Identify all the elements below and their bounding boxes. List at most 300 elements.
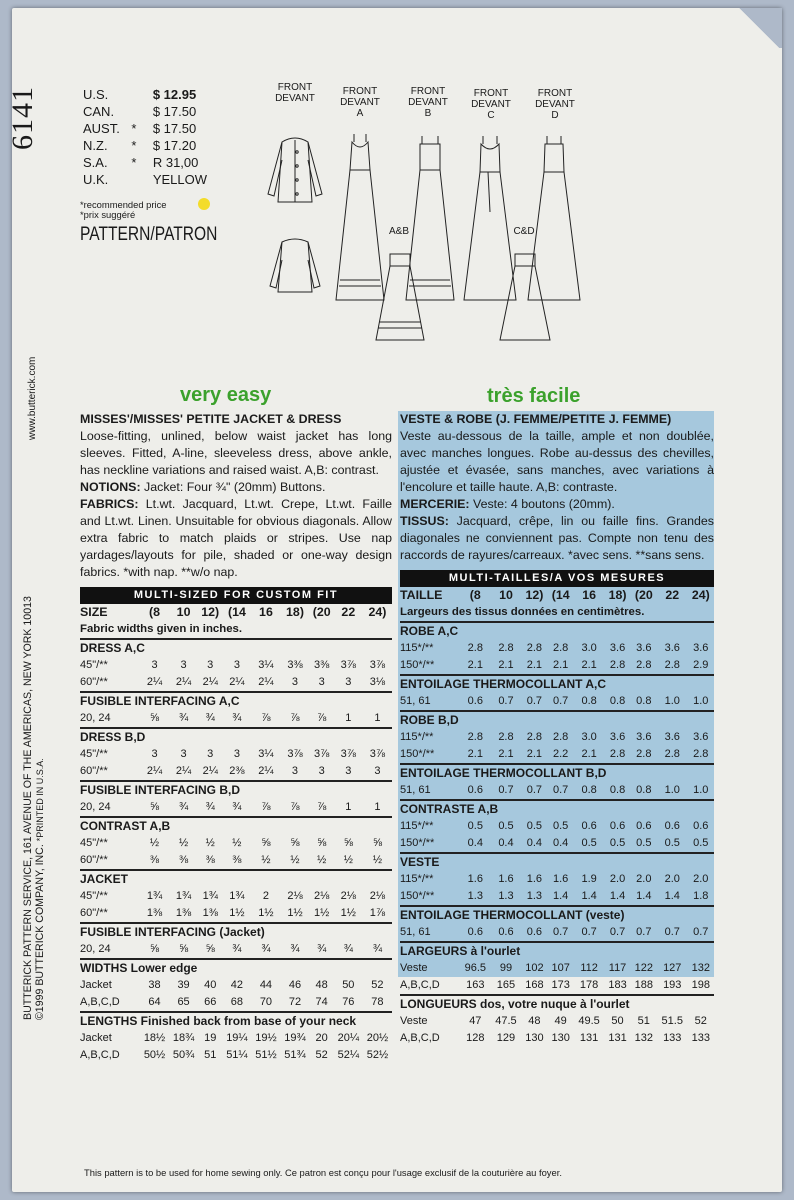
chart-section-header <box>400 675 714 693</box>
chart-row <box>80 1047 392 1064</box>
chart-cell: ¾ <box>317 943 327 955</box>
english-description: Loose-fitting, unlined, below waist jacket has long sleeves. Fitted, A-line, sleeveless dress, above ankle, has neckline variations and raised waist. A,B: contrast. <box>80 429 392 477</box>
chart-cell: 3⅞ <box>369 659 386 671</box>
english-yardage-chart <box>80 604 392 1064</box>
price-price: $ 17.50 <box>152 104 197 119</box>
price-row <box>80 120 210 137</box>
chart-cell: 0.6 <box>526 926 543 938</box>
chart-cell: 0.4 <box>498 837 514 849</box>
chart-section-header <box>400 764 714 782</box>
chart-section-title: FUSIBLE INTERFACING B,D <box>80 781 392 799</box>
chart-cell: 0.5 <box>526 820 543 832</box>
chart-cell: ⅝ <box>372 837 383 849</box>
chart-row <box>400 835 714 853</box>
chart-cell: 0.7 <box>526 784 543 796</box>
size-cell: 24) <box>691 588 710 602</box>
chart-cell: 2.0 <box>693 873 709 885</box>
chart-row <box>400 1030 714 1047</box>
chart-cell: 2¼ <box>258 676 274 688</box>
chart-cell: 0.7 <box>498 695 514 707</box>
english-column <box>80 411 392 1064</box>
chart-cell: 163 <box>466 979 485 991</box>
chart-cell: 0.7 <box>693 926 709 938</box>
chart-cell: 1¾ <box>229 890 245 902</box>
website-url: www.butterick.com <box>27 356 38 440</box>
chart-section-title: ENTOILAGE THERMOCOLLANT A,C <box>400 675 714 693</box>
size-cell: 22 <box>665 588 680 602</box>
chart-row-label: 150*/** <box>400 748 435 760</box>
garment-illustrations <box>260 82 600 352</box>
chart-section-header <box>400 800 714 818</box>
chart-cell: 2¼ <box>146 765 163 777</box>
chart-section-header <box>400 995 714 1013</box>
chart-cell: 0.7 <box>664 926 680 938</box>
chart-cell: 2.8 <box>526 731 543 743</box>
chart-cell: 0.6 <box>693 820 709 832</box>
size-cell: 16 <box>259 605 273 619</box>
price-star: * <box>131 155 137 170</box>
chart-cell: ⅞ <box>290 712 300 724</box>
chart-cell: 2.8 <box>467 731 483 743</box>
chart-cell: 49.5 <box>578 1015 600 1027</box>
chart-cell: 51½ <box>255 1049 277 1061</box>
chart-cell: 2.1 <box>467 748 483 760</box>
chart-cell: ½ <box>149 837 160 849</box>
chart-cell: ⅝ <box>343 837 353 849</box>
chart-cell: 19½ <box>255 1032 277 1044</box>
chart-cell: ⅞ <box>317 712 327 724</box>
chart-cell: 0.6 <box>467 784 483 796</box>
chart-row <box>400 977 714 995</box>
chart-cell: 2.8 <box>553 731 569 743</box>
chart-cell: 2⅛ <box>314 890 330 902</box>
chart-cell: 2¼ <box>229 676 245 688</box>
chart-row-label: A,B,C,D <box>400 1032 440 1044</box>
chart-cell: 102 <box>525 962 544 974</box>
chart-cell: ¾ <box>178 801 189 813</box>
chart-cell: 1¾ <box>202 890 218 902</box>
chart-cell: 131 <box>608 1032 627 1044</box>
chart-cell: 3.6 <box>664 731 680 743</box>
chart-cell: ⅜ <box>149 854 160 866</box>
chart-cell: 20½ <box>366 1032 389 1044</box>
chart-cell: ⅝ <box>261 837 271 849</box>
chart-cell: 52¼ <box>337 1049 360 1061</box>
chart-cell: 0.5 <box>664 837 680 849</box>
chart-cell: 1.3 <box>467 890 483 902</box>
french-column <box>398 411 714 1044</box>
chart-cell: 3⅞ <box>340 748 356 760</box>
chart-cell: 42 <box>230 979 244 991</box>
chart-cell: 1.4 <box>609 890 626 902</box>
dress-c-drawing <box>464 136 516 300</box>
chart-cell: 173 <box>551 979 570 991</box>
chart-cell: 51 <box>204 1049 217 1061</box>
chart-cell: 3 <box>345 676 352 688</box>
chart-cell: 3 <box>207 659 214 671</box>
chart-cell: ¾ <box>178 712 189 724</box>
chart-section-title: LARGEURS à l'ourlet <box>400 942 714 960</box>
publisher-address: BUTTERICK PATTERN SERVICE, 161 AVENUE OF THE AMERICAS, NEW YORK 10013 <box>22 596 34 1020</box>
chart-cell: 20 <box>315 1032 328 1044</box>
dress-b-drawing <box>406 136 454 300</box>
chart-cell: ⅝ <box>205 943 215 955</box>
heading-very-easy: very easy <box>180 384 272 406</box>
chart-cell: 74 <box>315 996 328 1008</box>
chart-row-label: Jacket <box>80 979 112 991</box>
chart-cell: 2¼ <box>146 676 163 688</box>
chart-cell: 2.8 <box>693 748 709 760</box>
chart-cell: ⅞ <box>261 712 271 724</box>
chart-cell: 3¼ <box>258 748 274 760</box>
chart-cell: 3.6 <box>693 642 709 654</box>
price-row <box>80 137 210 154</box>
chart-cell: 19 <box>204 1032 217 1044</box>
chart-row-label: 115*/** <box>400 642 434 654</box>
chart-cell: 132 <box>634 1032 653 1044</box>
chart-cell: ¾ <box>232 943 242 955</box>
chart-cell: 51¼ <box>226 1049 248 1061</box>
chart-cell: 3 <box>180 748 187 760</box>
chart-section-title: ROBE B,D <box>400 711 714 729</box>
chart-row <box>400 657 714 675</box>
size-cell: 18) <box>286 605 304 619</box>
chart-row-label: 60"/** <box>80 907 108 919</box>
chart-cell: 3⅞ <box>369 748 386 760</box>
chart-cell: 1.4 <box>581 890 597 902</box>
widths-note-row <box>400 604 714 622</box>
price-country: U.S. <box>83 87 109 102</box>
chart-cell: 0.7 <box>526 695 543 707</box>
chart-cell: 76 <box>342 996 355 1008</box>
chart-cell: 48 <box>315 979 328 991</box>
back-label-ab: A&B <box>388 226 409 237</box>
chart-row <box>400 693 714 711</box>
chart-cell: 3 <box>151 659 158 671</box>
chart-cell: 1⅞ <box>369 907 386 919</box>
home-sewing-notice: This pattern is to be used for home sewing only. Ce patron est conçu pour l'usage exclusif de la couturière au foyer. <box>84 1167 562 1178</box>
chart-cell: 52 <box>371 979 384 991</box>
chart-cell: 2¼ <box>175 765 192 777</box>
chart-cell: 2.1 <box>581 659 597 671</box>
chart-cell: 3⅞ <box>287 748 303 760</box>
chart-row-label: 60"/** <box>80 676 108 688</box>
chart-row <box>400 782 714 800</box>
chart-cell: ⅝ <box>178 943 189 955</box>
chart-cell: 0.6 <box>467 926 483 938</box>
chart-cell: 0.7 <box>553 695 569 707</box>
english-chart-header: MULTI-SIZED FOR CUSTOM FIT <box>80 587 392 604</box>
chart-cell: 2.8 <box>636 748 652 760</box>
chart-section-title: CONTRASTE A,B <box>400 800 714 818</box>
size-cell: (14 <box>551 588 570 602</box>
size-row <box>80 604 392 621</box>
french-yardage-chart <box>400 587 714 1047</box>
chart-row <box>80 941 392 959</box>
price-price: $ 17.50 <box>152 121 197 136</box>
chart-cell: ¾ <box>232 801 242 813</box>
chart-section-header <box>400 711 714 729</box>
chart-cell: ⅝ <box>290 837 300 849</box>
size-cell: (20 <box>312 605 331 619</box>
price-table <box>80 86 210 188</box>
jacket-back-drawing <box>270 239 320 292</box>
chart-section-title: FUSIBLE INTERFACING A,C <box>80 692 392 710</box>
chart-row <box>80 835 392 852</box>
dress-a-drawing <box>336 134 384 300</box>
chart-cell: ⅞ <box>261 801 271 813</box>
chart-row-label: 20, 24 <box>80 801 111 813</box>
heading-tres-facile: très facile <box>487 385 581 407</box>
chart-cell: 3.6 <box>609 642 626 654</box>
chart-cell: ¾ <box>290 943 300 955</box>
chart-cell: 2.1 <box>526 748 543 760</box>
chart-cell: 0.6 <box>581 820 597 832</box>
size-cell: 12) <box>525 588 544 602</box>
french-chart-header: MULTI-TAILLES/A VOS MESURES <box>400 570 714 587</box>
chart-cell: 3 <box>233 659 240 671</box>
chart-cell: 0.7 <box>609 926 626 938</box>
size-cell: (14 <box>227 605 246 619</box>
chart-cell: 1½ <box>258 907 274 919</box>
chart-row-label: 45"/** <box>80 890 108 902</box>
size-cell: (8 <box>469 588 481 602</box>
chart-cell: 0.6 <box>636 820 652 832</box>
chart-cell: 3⅞ <box>314 748 330 760</box>
chart-row-label: Veste <box>400 962 428 974</box>
chart-row-label: Jacket <box>80 1032 112 1044</box>
size-cell: 12) <box>201 605 220 619</box>
chart-cell: 0.7 <box>581 926 597 938</box>
chart-section-header <box>80 781 392 799</box>
chart-cell: 1.4 <box>664 890 680 902</box>
copyright: ©1999 BUTTERICK COMPANY, INC. <box>34 844 46 1020</box>
chart-cell: 0.7 <box>636 926 652 938</box>
chart-section-title: DRESS B,D <box>80 728 392 746</box>
price-price: $ 17.20 <box>152 138 197 153</box>
chart-cell: ¾ <box>205 801 215 813</box>
chart-section-header <box>80 692 392 710</box>
chart-cell: 19¾ <box>284 1032 306 1044</box>
chart-cell: 2.9 <box>693 659 709 671</box>
chart-cell: 0.5 <box>636 837 652 849</box>
chart-row-label: A,B,C,D <box>400 979 440 991</box>
chart-section-title: CONTRAST A,B <box>80 817 392 835</box>
chart-section-title: LONGUEURS dos, votre nuque à l'ourlet <box>400 995 714 1013</box>
chart-cell: 1 <box>374 801 381 813</box>
price-row <box>80 171 210 188</box>
chart-cell: 1⅜ <box>175 907 192 919</box>
chart-cell: ½ <box>178 837 189 849</box>
chart-cell: 1.3 <box>498 890 514 902</box>
chart-cell: 18¾ <box>172 1032 195 1044</box>
chart-cell: 2.8 <box>609 659 626 671</box>
chart-cell: 1 <box>345 712 352 724</box>
chart-section-header <box>80 870 392 888</box>
chart-row-label: A,B,C,D <box>80 1049 120 1061</box>
chart-cell: 2.0 <box>636 873 652 885</box>
chart-cell: 2.1 <box>526 659 543 671</box>
chart-section-title: ROBE A,C <box>400 622 714 640</box>
chart-cell: ½ <box>343 854 353 866</box>
jacket-front-drawing <box>268 138 322 202</box>
chart-cell: 2.1 <box>498 748 514 760</box>
chart-cell: 50 <box>611 1015 624 1027</box>
chart-cell: 3 <box>291 676 299 688</box>
chart-cell: 2.1 <box>498 659 514 671</box>
chart-row <box>400 746 714 764</box>
chart-cell: 46 <box>288 979 302 991</box>
chart-row-label: 45"/** <box>80 659 108 671</box>
size-cell: (8 <box>149 605 161 619</box>
chart-cell: 1.6 <box>526 873 543 885</box>
chart-cell: 0.4 <box>526 837 543 849</box>
chart-row <box>400 924 714 942</box>
chart-cell: 3.6 <box>664 642 680 654</box>
chart-cell: 2.8 <box>664 748 680 760</box>
price-row <box>80 86 210 103</box>
chart-cell: ½ <box>232 837 242 849</box>
pattern-label: PATTERN/PATRON <box>80 224 218 245</box>
chart-cell: 1¾ <box>146 890 163 902</box>
price-country: CAN. <box>83 104 115 119</box>
chart-cell: 2.8 <box>467 642 483 654</box>
chart-cell: 132 <box>691 962 710 974</box>
chart-cell: 51¾ <box>284 1049 306 1061</box>
yellow-price-dot <box>198 198 210 210</box>
chart-row-label: 45"/** <box>80 748 108 760</box>
chart-cell: 1.8 <box>693 890 709 902</box>
chart-cell: 50½ <box>143 1049 166 1061</box>
chart-row-label: 20, 24 <box>80 712 111 724</box>
chart-cell: ½ <box>261 854 271 866</box>
chart-row <box>80 763 392 781</box>
chart-cell: 2.8 <box>553 642 569 654</box>
chart-cell: 0.4 <box>467 837 483 849</box>
chart-cell: 19¼ <box>226 1032 248 1044</box>
chart-cell: 2.8 <box>609 748 626 760</box>
price-country: S.A. <box>83 155 108 170</box>
chart-cell: 3 <box>180 659 187 671</box>
chart-cell: 127 <box>663 962 682 974</box>
chart-cell: 0.5 <box>498 820 514 832</box>
chart-cell: 0.6 <box>609 820 626 832</box>
chart-row <box>80 746 392 763</box>
size-cell: 18) <box>608 588 627 602</box>
chart-cell: ⅝ <box>149 943 160 955</box>
chart-cell: 188 <box>634 979 653 991</box>
chart-cell: 0.8 <box>636 784 652 796</box>
chart-cell: 0.5 <box>581 837 597 849</box>
chart-cell: 3⅜ <box>314 659 330 671</box>
chart-cell: ½ <box>205 837 215 849</box>
chart-cell: 133 <box>691 1032 710 1044</box>
chart-cell: 1.6 <box>553 873 569 885</box>
chart-cell: 3⅞ <box>340 659 356 671</box>
chart-row-label: 150*/** <box>400 837 435 849</box>
chart-cell: 2.8 <box>664 659 680 671</box>
price-row <box>80 154 210 171</box>
chart-cell: 50 <box>342 979 355 991</box>
english-title: MISSES'/MISSES' PETITE JACKET & DRESS <box>80 412 342 426</box>
chart-row-label: 115*/** <box>400 873 434 885</box>
publisher-info <box>22 596 46 1020</box>
chart-cell: 0.7 <box>553 784 569 796</box>
chart-cell: 0.6 <box>467 695 483 707</box>
chart-cell: 1⅜ <box>202 907 218 919</box>
chart-cell: 1.6 <box>498 873 514 885</box>
widths-note: Largeurs des tissus données en centimètres. <box>400 606 645 618</box>
chart-cell: 0.5 <box>609 837 626 849</box>
chart-cell: 0.7 <box>498 784 514 796</box>
chart-row-label: 51, 61 <box>400 695 431 707</box>
chart-cell: ¾ <box>372 943 383 955</box>
chart-cell: 3 <box>374 765 381 777</box>
chart-cell: ⅜ <box>232 854 242 866</box>
chart-cell: 3 <box>233 748 240 760</box>
price-star: * <box>131 121 137 136</box>
chart-cell: 50¾ <box>172 1049 195 1061</box>
chart-cell: 2 <box>262 890 269 902</box>
chart-cell: 3.6 <box>636 642 652 654</box>
chart-row-label: 60"/** <box>80 765 108 777</box>
chart-cell: 0.5 <box>693 837 709 849</box>
chart-row-label: 51, 61 <box>400 784 431 796</box>
price-star: * <box>131 138 137 153</box>
chart-cell: 2⅛ <box>340 890 356 902</box>
chart-cell: ⅝ <box>149 712 160 724</box>
price-notes <box>80 200 167 220</box>
price-price: $ 12.95 <box>152 87 197 102</box>
chart-cell: 52½ <box>366 1049 389 1061</box>
chart-row-label: 45"/** <box>80 837 108 849</box>
french-fabrics: TISSUS: Jacquard, crêpe, lin ou faille fins. Grandes diagonales ne conviennent pas. Compte non tenu des raccords de rayures/carreaux. *avec sens. **sans sens. <box>400 514 714 562</box>
chart-cell: ¾ <box>261 943 271 955</box>
chart-cell: 2.1 <box>553 659 569 671</box>
chart-cell: 0.6 <box>664 820 680 832</box>
view-label-jacket: FRONT DEVANT <box>275 82 315 104</box>
chart-cell: ½ <box>290 854 300 866</box>
chart-row-label: 115*/** <box>400 820 434 832</box>
chart-cell: 117 <box>608 962 627 974</box>
dress-cd-back-drawing <box>500 254 550 340</box>
chart-row <box>80 710 392 728</box>
chart-cell: ¾ <box>343 943 353 955</box>
chart-section-header <box>400 853 714 871</box>
recommended-note: *recommended price <box>80 199 167 210</box>
chart-cell: 0.8 <box>581 784 597 796</box>
chart-section-header <box>80 817 392 835</box>
chart-cell: ⅝ <box>149 801 160 813</box>
chart-section-title: JACKET <box>80 870 392 888</box>
view-label-a: FRONT DEVANT A <box>340 86 380 119</box>
size-cell: 24) <box>368 605 387 619</box>
chart-cell: 2.1 <box>581 748 597 760</box>
chart-section-header <box>400 622 714 640</box>
chart-row <box>80 888 392 905</box>
chart-cell: 2.0 <box>609 873 626 885</box>
chart-cell: 129 <box>496 1032 516 1044</box>
chart-cell: 1.0 <box>693 784 709 796</box>
chart-cell: ½ <box>317 854 327 866</box>
chart-cell: ⅜ <box>178 854 189 866</box>
chart-section-header <box>80 959 392 977</box>
back-label-cd: C&D <box>513 226 535 237</box>
size-cell: 10 <box>499 588 513 602</box>
chart-cell: 1 <box>374 712 381 724</box>
chart-cell: 1.6 <box>467 873 483 885</box>
view-label-d: FRONT DEVANT D <box>535 88 575 121</box>
